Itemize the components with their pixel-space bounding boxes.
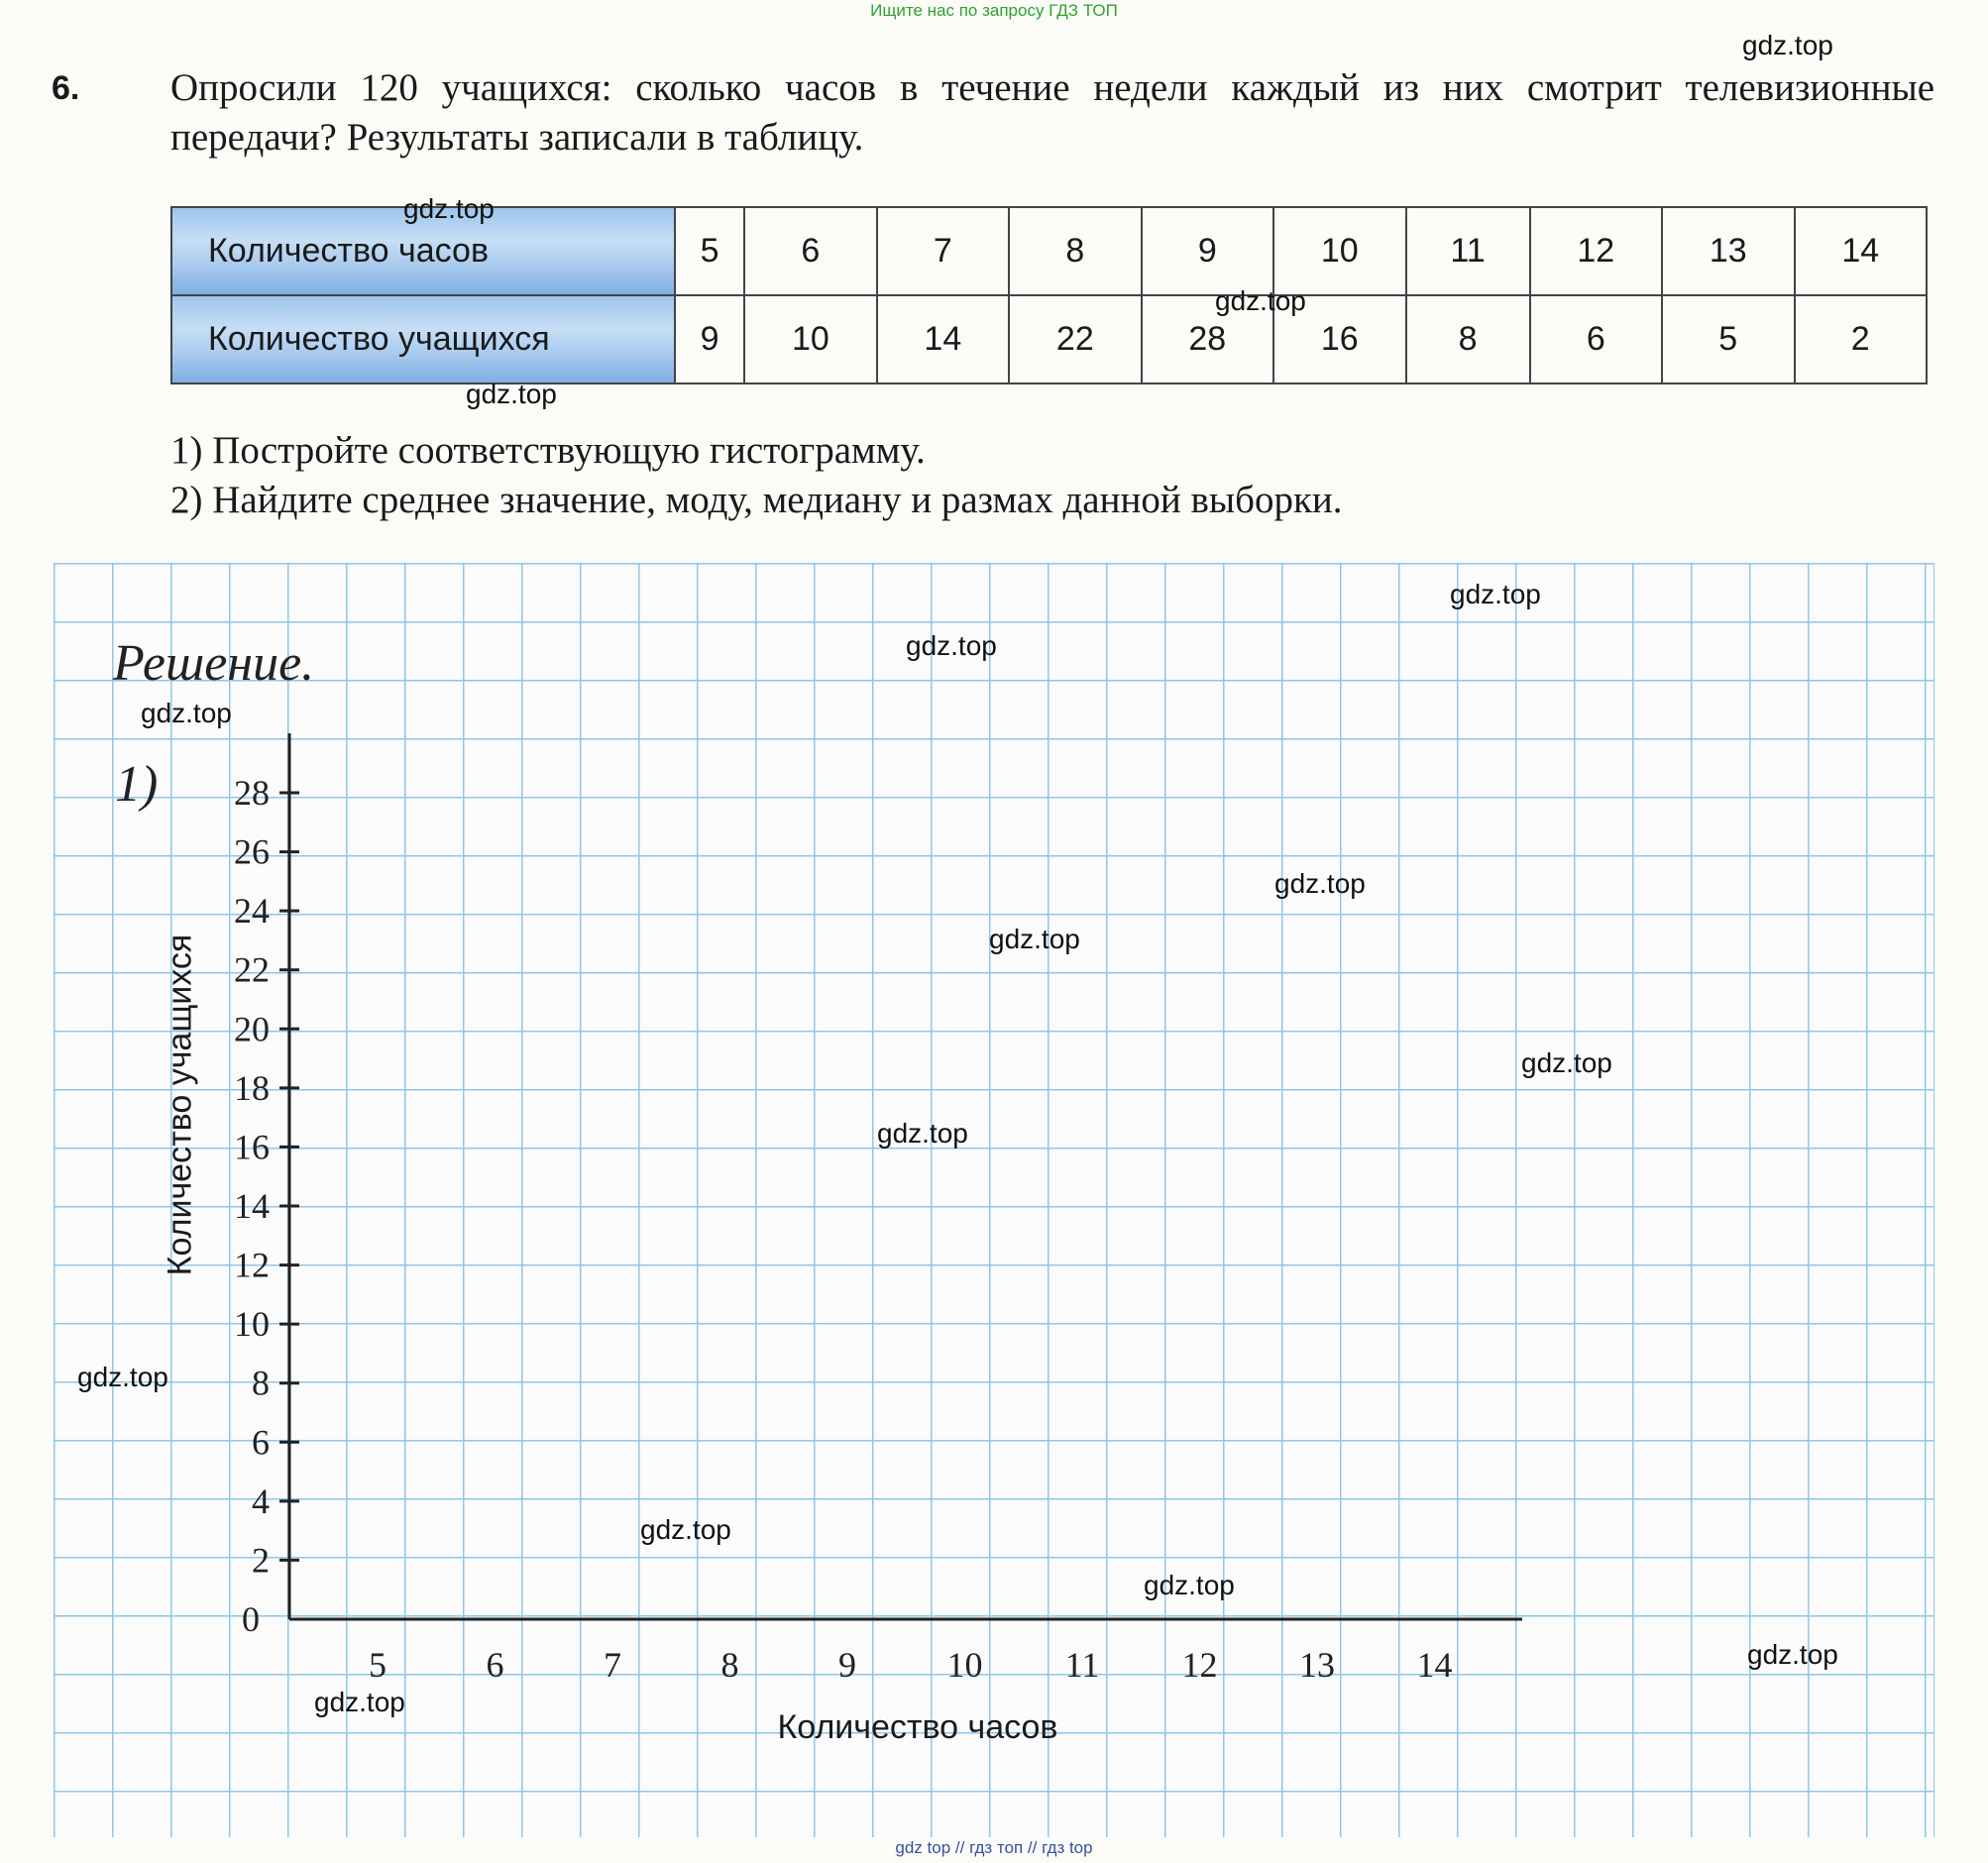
table-cell: 12 [1530, 207, 1662, 295]
y-tick-label: 14 [234, 1186, 270, 1226]
table-cell: 2 [1795, 295, 1928, 384]
table-header-hours: Количество часов [171, 207, 675, 295]
watermark: gdz.top [141, 698, 232, 728]
y-tick-label: 4 [252, 1480, 270, 1521]
y-tick-label: 22 [234, 949, 270, 990]
table-cell: 5 [1662, 295, 1794, 384]
table-cell: 9 [675, 295, 744, 384]
watermark: gdz.top [1521, 1047, 1612, 1078]
watermark: gdz.top [989, 924, 1080, 954]
watermark: gdz.top [314, 1687, 405, 1717]
y-tick-label: 12 [234, 1245, 270, 1285]
x-tick-label: 9 [838, 1645, 856, 1685]
table-header-students: Количество учащихся [171, 295, 675, 384]
y-tick-label: 24 [234, 891, 270, 932]
table-cell: 6 [1530, 295, 1662, 384]
task-text: Опросили 120 учащихся: сколько часов в течение недели каждый из них смотрит телевизионные передачи? Результаты записали в таблицу. [170, 66, 1934, 159]
table-cell: 10 [1273, 207, 1405, 295]
watermark: gdz.top [906, 630, 997, 661]
x-axis-title: Количество часов [777, 1708, 1058, 1746]
table-cell: 6 [744, 207, 876, 295]
part-label: 1) [115, 756, 159, 813]
table-cell: 22 [1009, 295, 1141, 384]
y-tick-label: 0 [242, 1599, 260, 1639]
table-cell: 7 [877, 207, 1009, 295]
watermark: gdz.top [877, 1118, 968, 1149]
y-tick-label: 20 [234, 1009, 270, 1049]
table-cell: 14 [877, 295, 1009, 384]
x-tick-label: 13 [1299, 1645, 1335, 1685]
x-tick-label: 8 [720, 1645, 739, 1685]
watermark: gdz.top [1450, 579, 1541, 609]
table-cell: 10 [744, 295, 876, 384]
watermark: gdz.top [403, 193, 495, 224]
y-tick-label: 28 [234, 773, 270, 813]
x-tick-label: 12 [1181, 1645, 1218, 1685]
task-number: 6. [52, 69, 80, 107]
table-cell: 14 [1795, 207, 1928, 295]
y-tick-label: 8 [252, 1363, 270, 1403]
table-cell: 13 [1662, 207, 1794, 295]
y-axis-title: Количество учащихся [161, 933, 199, 1276]
x-tick-label: 5 [369, 1645, 387, 1685]
x-tick-label: 10 [946, 1645, 983, 1685]
y-tick-label: 26 [234, 831, 270, 872]
x-tick-label: 6 [486, 1645, 504, 1685]
watermark: gdz.top [1274, 868, 1366, 899]
watermark: gdz.top [1742, 30, 1833, 60]
x-tick-label: 11 [1064, 1645, 1100, 1685]
watermark: gdz.top [640, 1514, 731, 1545]
y-tick-label: 6 [252, 1422, 270, 1463]
table-cell: 16 [1273, 295, 1405, 384]
watermark: gdz.top [1747, 1639, 1838, 1670]
x-tick-label: 7 [604, 1645, 621, 1685]
question-1: 1) Постройте соответствующую гистограмму. [170, 429, 926, 472]
watermark: gdz.top [77, 1362, 168, 1392]
watermark: gdz.top [1144, 1570, 1235, 1600]
table-cell: 28 [1142, 295, 1273, 384]
table-cell: 5 [675, 207, 744, 295]
table-cell: 8 [1009, 207, 1141, 295]
y-tick-label: 2 [252, 1540, 270, 1581]
y-tick-label: 18 [234, 1067, 270, 1108]
table-cell: 8 [1406, 295, 1530, 384]
table-cell: 11 [1406, 207, 1530, 295]
table-cell: 9 [1142, 207, 1273, 295]
x-tick-label: 14 [1416, 1645, 1453, 1685]
watermark: gdz.top [466, 379, 557, 409]
y-tick-label: 16 [234, 1127, 270, 1167]
question-2: 2) Найдите среднее значение, моду, медиану и размах данной выборки. [170, 479, 1343, 521]
watermark: gdz.top [1215, 285, 1306, 316]
solution-title: Решение. [113, 635, 315, 692]
top-banner-link[interactable]: Ищите нас по запросу ГДЗ ТОП [870, 1, 1118, 20]
y-tick-label: 10 [234, 1304, 270, 1345]
bottom-banner: gdz top // гдз топ // гдз top [895, 1838, 1093, 1857]
